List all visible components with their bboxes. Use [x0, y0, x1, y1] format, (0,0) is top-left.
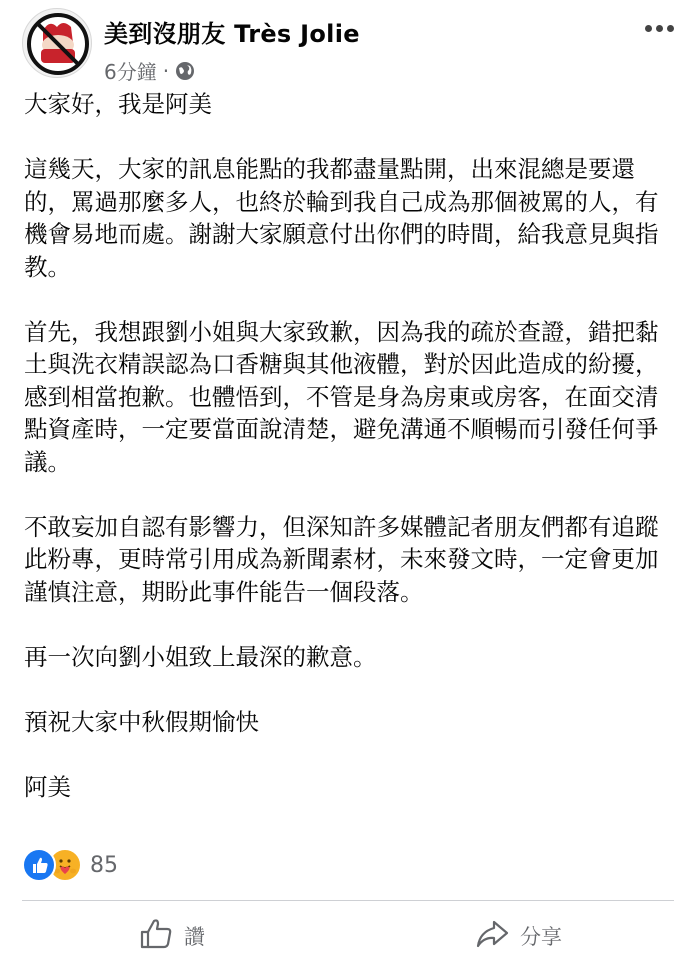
post-body [24, 88, 674, 836]
globe-icon [175, 61, 195, 81]
post-meta [104, 56, 195, 85]
post-paragraph: 預祝大家中秋假期愉快 [24, 707, 259, 736]
share-label: 分享 [520, 925, 562, 949]
post-paragraph: 再一次向劉小姐致上最深的歉意。 [24, 642, 377, 671]
more-dot [667, 25, 674, 32]
post-header [0, 0, 696, 88]
page-name[interactable]: 美到沒朋友 Très Jolie [104, 20, 360, 48]
like-reaction-icon [22, 848, 56, 882]
post-signature: 阿美 [24, 772, 71, 801]
post-paragraph: 首先，我想跟劉小姐與大家致歉，因為我的疏於查證，錯把黏土與洗衣精誤認為口香糖與其他液體，對於因此造成的紛擾，感到相當抱歉。也體悟到，不管是身為房東或房客，在面交清點資產時，一定要當面說清楚，避免溝通不順暢而引發任何爭議。 [24, 317, 659, 476]
share-button[interactable] [474, 906, 562, 966]
reaction-count: 85 [90, 852, 118, 878]
more-options-icon[interactable] [645, 16, 674, 40]
meta-separator: · [162, 58, 170, 83]
post-timestamp[interactable]: 6分鐘 [104, 60, 157, 84]
share-arrow-icon [474, 916, 510, 957]
post-paragraph: 大家好，我是阿美 [24, 90, 212, 118]
page-avatar[interactable] [22, 8, 92, 78]
post-paragraph: 不敢妄加自認有影響力，但深知許多媒體記者朋友們都有追蹤此粉專，更時常引用成為新聞素材，未來發文時，一定會更加謹慎注意，期盼此事件能告一個段落。 [24, 512, 659, 606]
reactions-summary[interactable] [22, 848, 118, 882]
thumbs-up-icon [138, 916, 174, 957]
like-label: 讚 [184, 925, 205, 949]
more-dot [656, 25, 663, 32]
post-paragraph: 這幾天，大家的訊息能點的我都盡量點開，出來混總是要還的，罵過那麼多人，也終於輪到我自己成為那個被罵的人，有機會易地而處。謝謝大家願意付出你們的時間，給我意見與指教。 [24, 155, 659, 281]
like-button[interactable] [138, 906, 205, 966]
action-divider [22, 900, 674, 901]
more-dot [645, 25, 652, 32]
avatar-image [23, 9, 92, 78]
post-actions [0, 906, 696, 968]
